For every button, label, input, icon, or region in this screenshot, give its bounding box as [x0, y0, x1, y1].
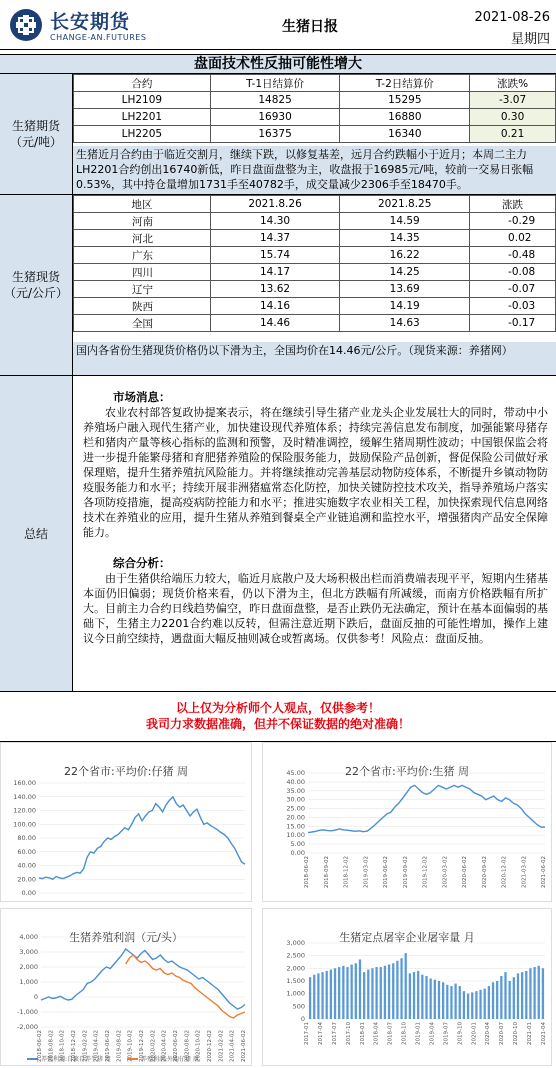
x-tick-label: 2019-02-02	[82, 1030, 89, 1062]
table-cell: 16340	[340, 126, 470, 143]
bar	[413, 972, 415, 1019]
table-cell: -0.48	[470, 247, 556, 264]
bar	[363, 972, 365, 1019]
x-tick-label: 2021-04	[541, 1022, 547, 1045]
chart-svg	[263, 909, 551, 1065]
summary-label: 总结	[0, 376, 73, 692]
chart-svg	[263, 743, 551, 901]
x-tick-label: 2019-06-02	[383, 856, 389, 888]
spot-note: 国内各省份生猪现货价格仍以下滑为主，全国均价在14.46元/公斤。（现货来源：养猪网）	[73, 342, 556, 376]
table-cell: 广东	[74, 247, 211, 264]
futures-label: 生猪期货 （元/吨）	[0, 74, 73, 195]
table-cell: 0.30	[470, 109, 556, 126]
y-tick-label: 80.00	[17, 834, 36, 842]
table-cell: 14.63	[340, 315, 470, 332]
legend-label: 养殖利润:外购仔猪 周	[141, 1056, 199, 1063]
analysis-text: 由于生猪供给端压力较大，临近月底散户及大场积极出栏而消费端表现平平，短期内生猪基本面仍旧偏弱；现货价格来看，仍以下滑为主，但北方跌幅有所减缓，而南方价格跌幅有所扩大。目前主力合约日线趋势偏空，昨日盘面盘整，是否止跌仍无法确定，预计在基本面偏弱的基础下，生猪主力2201合约难以反转，但需注意近期下跌后，盘面反抽的可能性增加，操作上建议今日前空续持，遇盘面大幅反抽则减仓或暂离场。仅供参考！风险点：盘面反抽。	[83, 572, 548, 645]
y-tick-label: 4,000	[19, 933, 38, 941]
table-cell: 14.46	[210, 315, 340, 332]
x-tick-label: 2018-04	[373, 1022, 380, 1045]
report-date: 2021-08-26	[474, 10, 550, 25]
table-header-cell: T-2日结算价	[340, 75, 470, 92]
bar	[355, 963, 357, 1019]
series-line	[126, 955, 245, 1018]
y-tick-label: 20.00	[286, 813, 305, 822]
table-cell: 13.62	[210, 281, 340, 298]
market-news-heading: 市场消息：	[113, 390, 171, 404]
chart-title: 22个省市:平均价:生猪 周	[345, 765, 469, 778]
x-tick-label: 2018-12-02	[343, 856, 350, 888]
y-tick-label: 20.00	[17, 875, 36, 884]
table-cell: 14.17	[210, 264, 340, 281]
bar	[488, 986, 490, 1019]
bar	[521, 972, 523, 1019]
y-tick-label: 3,000	[19, 948, 38, 956]
x-tick-label: 2018-06-02	[304, 856, 310, 888]
x-tick-label: 2020-12-02	[501, 856, 508, 888]
bar	[367, 970, 369, 1019]
y-tick-label: 0	[33, 993, 38, 1001]
futures-table	[73, 74, 556, 143]
y-tick-label: 45.00	[286, 769, 305, 777]
table-header-cell: 涨跌%	[470, 75, 556, 92]
x-tick-label: 2017-04	[317, 1022, 324, 1045]
x-tick-label: 2018-01	[359, 1022, 366, 1045]
bar	[392, 963, 394, 1019]
table-cell: -0.29	[470, 213, 556, 230]
table-cell: 辽宁	[74, 281, 211, 298]
report-header	[0, 0, 556, 50]
y-tick-label: 0.00	[290, 849, 305, 857]
table-cell: 0.21	[470, 126, 556, 143]
table-header-cell: T-1日结算价	[210, 75, 340, 92]
x-tick-label: 2021-04-02	[229, 1030, 236, 1062]
table-cell: 河北	[74, 230, 211, 247]
x-tick-label: 2020-10-02	[195, 1030, 202, 1062]
bar	[533, 967, 535, 1019]
table-row	[74, 315, 556, 332]
x-tick-label: 2020-07	[499, 1022, 506, 1045]
bar	[396, 961, 398, 1019]
x-tick-label: 2019-09-02	[402, 856, 409, 888]
y-tick-label: 1,000	[19, 978, 38, 986]
table-cell: -0.08	[470, 264, 556, 281]
bar	[405, 953, 407, 1019]
table-row	[74, 264, 556, 281]
bar	[538, 966, 540, 1019]
chart-title: 生猪定点屠宰企业屠宰量 月	[339, 931, 475, 944]
y-tick-label: 1,000	[286, 989, 305, 998]
table-cell: 15295	[340, 92, 470, 109]
y-tick-label: 500	[292, 1002, 305, 1011]
analysis-heading: 综合分析：	[113, 556, 171, 570]
y-tick-label: 0.00	[21, 889, 36, 897]
x-tick-label: 2019-01	[415, 1022, 422, 1045]
table-cell: LH2205	[74, 126, 211, 143]
x-tick-label: 2018-12-02	[71, 1030, 77, 1062]
table-cell: 14.59	[340, 213, 470, 230]
table-header-cell: 地区	[74, 196, 211, 213]
x-tick-label: 2020-12-02	[207, 1030, 213, 1062]
bar	[446, 985, 448, 1019]
bar	[313, 975, 315, 1019]
bar	[442, 982, 444, 1019]
table-header-cell: 涨跌	[470, 196, 556, 213]
bar	[529, 968, 531, 1019]
y-tick-label: 100.00	[13, 820, 36, 829]
y-tick-label: 30.00	[286, 795, 305, 804]
bar	[417, 971, 419, 1019]
y-tick-label: 3,000	[286, 939, 305, 947]
x-tick-label: 2021-06-02	[241, 1030, 247, 1062]
bar	[371, 968, 373, 1019]
bar	[463, 991, 465, 1019]
y-tick-label: 1,500	[286, 977, 305, 985]
table-cell: 河南	[74, 213, 211, 230]
spot-label: 生猪现货 （元/公斤）	[0, 195, 73, 376]
x-tick-label: 2018-08-02	[48, 1030, 55, 1062]
bar	[400, 958, 402, 1019]
x-tick-label: 2021-02-02	[218, 1030, 225, 1062]
x-tick-label: 2019-10-02	[127, 1030, 134, 1062]
y-tick-label: 40.00	[17, 861, 36, 870]
table-cell: 13.69	[340, 281, 470, 298]
chart-title: 22个省市:平均价:仔猪 周	[64, 765, 188, 778]
y-tick-label: 25.00	[286, 804, 305, 813]
x-tick-label: 2019-06-02	[105, 1030, 111, 1062]
bar	[513, 977, 515, 1019]
company-name-en: CHANGE-AN.FUTURES	[50, 33, 147, 42]
bar	[321, 972, 323, 1019]
table-cell: 16375	[210, 126, 340, 143]
x-tick-label: 2017-07	[331, 1022, 338, 1045]
bar	[500, 976, 502, 1019]
x-tick-label: 2017-01	[304, 1022, 310, 1045]
y-tick-label: 120.00	[13, 806, 36, 815]
bar	[351, 965, 353, 1019]
x-tick-label: 2021-06-02	[541, 856, 547, 888]
bar	[438, 981, 440, 1019]
table-cell: 14825	[210, 92, 340, 109]
bar	[459, 986, 461, 1019]
y-tick-label: 15.00	[286, 822, 305, 831]
table-cell: -3.07	[470, 92, 556, 109]
bar	[421, 975, 423, 1019]
series-line	[41, 949, 245, 1009]
y-tick-label: 60.00	[17, 847, 36, 856]
y-tick-label: 160.00	[13, 779, 36, 787]
table-cell: 四川	[74, 264, 211, 281]
bar	[388, 965, 390, 1019]
bar	[380, 967, 382, 1019]
table-cell: 15.74	[210, 247, 340, 264]
bar	[326, 971, 328, 1019]
x-tick-label: 2017-10	[345, 1022, 352, 1045]
y-tick-label: 140.00	[13, 792, 36, 801]
market-news-text: 农业农村部答复政协提案表示，将在继续引导生猪产业龙头企业发展壮大的同时，带动中小养殖场户融入现代生猪产业，加快建设现代养殖体系；持续完善信息发布制度，加强能繁母猪存栏和猪肉产量等核心指标的监测和预警，及时精准调控，缓解生猪周期性波动；中国银保监会将进一步提升能繁母猪和育肥猪养殖险的保险服务能力，鼓励保险产品创新，督促保险公司做好承保理赔，提升生猪养殖抗风险能力。并将继续推动完善基层动物防疫体系，不断提升乡镇动物防疫服务能力和水平；持续开展非洲猪瘟常态化防控，加快关键防控技术攻关，指导养殖场户落实各项防疫措施，提高疫病防控能力和水平；推进实施数字农业相关工程，加快探索现代信息网络技术在养殖业的应用，提升生猪从养殖到餐桌全产业链追溯和监控水平，增强猪肉产品安全保障能力。	[83, 406, 548, 539]
table-cell: 14.35	[340, 230, 470, 247]
y-tick-label: 5.00	[290, 840, 305, 849]
table-cell: -0.17	[470, 315, 556, 332]
table-cell: 14.37	[210, 230, 340, 247]
slaughter-volume-chart	[262, 908, 552, 1066]
summary-body	[73, 376, 556, 692]
bar	[479, 990, 481, 1019]
table-cell: 14.16	[210, 298, 340, 315]
bar	[309, 977, 311, 1019]
bar	[525, 971, 527, 1019]
x-tick-label: 2018-10	[401, 1022, 408, 1045]
x-tick-label: 2020-09-02	[481, 856, 488, 888]
spot-table	[73, 195, 556, 332]
x-tick-label: 2020-04	[485, 1022, 492, 1045]
bar	[542, 968, 544, 1019]
chart-svg	[1, 909, 251, 1065]
table-cell: 16.22	[340, 247, 470, 264]
hog-price-chart	[262, 742, 552, 902]
table-row	[74, 126, 556, 143]
chart-title: 生猪养殖利润（元/头）	[69, 931, 183, 944]
x-tick-label: 2019-04	[429, 1022, 436, 1045]
bar	[338, 967, 340, 1019]
x-tick-label: 2018-06-02	[37, 1030, 43, 1062]
y-tick-label: 2,000	[286, 964, 305, 973]
legend-label: 养殖利润:自繁自养生猪 周	[41, 1056, 111, 1063]
table-row	[74, 281, 556, 298]
x-tick-label: 2019-03-02	[363, 856, 370, 888]
disclaimer	[0, 692, 556, 742]
x-tick-label: 2018-10-02	[59, 1030, 66, 1062]
table-header-cell: 2021.8.25	[340, 196, 470, 213]
bar	[330, 970, 332, 1019]
bar	[317, 973, 319, 1019]
table-cell: LH2201	[74, 109, 211, 126]
bar	[471, 992, 473, 1019]
table-row	[74, 92, 556, 109]
x-tick-label: 2020-01	[471, 1022, 478, 1045]
bar	[384, 966, 386, 1019]
x-tick-label: 2020-02-02	[150, 1030, 157, 1062]
y-tick-label: -1,000	[17, 1008, 38, 1016]
bar	[434, 980, 436, 1019]
table-row	[74, 298, 556, 315]
y-tick-label: 35.00	[286, 786, 305, 795]
bar	[342, 966, 344, 1019]
bar	[454, 984, 456, 1019]
table-header-cell: 合约	[74, 75, 211, 92]
bar	[475, 991, 477, 1019]
bar	[496, 981, 498, 1019]
y-tick-label: 2,500	[286, 951, 305, 960]
piglet-price-chart	[0, 742, 252, 902]
table-cell: 16880	[340, 109, 470, 126]
y-tick-label: 2,000	[19, 963, 38, 971]
x-tick-label: 2019-08-02	[116, 1030, 123, 1062]
bar	[504, 972, 506, 1019]
table-row	[74, 247, 556, 264]
table-row	[74, 230, 556, 247]
bar	[346, 967, 348, 1019]
table-header-cell: 2021.8.26	[210, 196, 340, 213]
x-tick-label: 2020-03-02	[442, 856, 449, 888]
table-cell: 14.25	[340, 264, 470, 281]
y-tick-label: 40.00	[286, 777, 305, 786]
section-title: 盘面技术性反抽可能性增大	[0, 54, 556, 74]
table-cell: 16930	[210, 109, 340, 126]
table-cell: LH2109	[74, 92, 211, 109]
table-cell: 陕西	[74, 298, 211, 315]
x-tick-label: 2018-09-02	[323, 856, 330, 888]
bar	[375, 967, 377, 1019]
series-line	[308, 785, 545, 832]
bar	[409, 973, 411, 1019]
y-tick-label: 0	[300, 1015, 305, 1023]
table-cell: 全国	[74, 315, 211, 332]
table-cell: -0.07	[470, 281, 556, 298]
bar	[467, 994, 469, 1019]
y-tick-label: -2,000	[17, 1023, 38, 1031]
x-tick-label: 2021-01	[527, 1022, 534, 1045]
x-tick-label: 2020-04-02	[161, 1030, 168, 1062]
x-tick-label: 2020-06-02	[462, 856, 468, 888]
table-row	[74, 109, 556, 126]
x-tick-label: 2019-07	[443, 1022, 450, 1045]
bar	[450, 986, 452, 1019]
futures-note: 生猪近月合约由于临近交割月，继续下跌，以修复基差，远月合约跌幅小于近月；本周二主力LH2201合约创出16740新低，昨日盘面盘整为主，收盘报于16985元/吨，较前一交易日张幅0.53%，其中持仓量增加1731手至40782手，成交量减少2306手至18470手。	[73, 146, 556, 195]
table-cell: 14.19	[340, 298, 470, 315]
table-cell: 0.02	[470, 230, 556, 247]
y-tick-label: 10.00	[286, 831, 305, 840]
bar	[484, 989, 486, 1019]
x-tick-label: 2019-10	[457, 1022, 464, 1045]
x-tick-label: 2020-08-02	[184, 1030, 191, 1062]
breeding-profit-chart	[0, 908, 252, 1066]
bar	[425, 976, 427, 1019]
report-title: 生猪日报	[282, 19, 338, 35]
table-cell: -0.03	[470, 298, 556, 315]
x-tick-label: 2019-12-02	[139, 1030, 145, 1062]
bar	[492, 982, 494, 1019]
disclaimer-line-1: 以上仅为分析师个人观点，仅供参考！	[175, 701, 380, 715]
chart-svg	[1, 743, 251, 901]
bar	[517, 973, 519, 1019]
x-tick-label: 2021-03-02	[521, 856, 528, 888]
table-cell: 14.30	[210, 213, 340, 230]
disclaimer-line-2: 我司力求数据准确，但并不保证数据的绝对准确！	[145, 717, 410, 731]
x-tick-label: 2018-07	[387, 1022, 394, 1045]
company-logo	[10, 9, 42, 41]
bar	[430, 978, 432, 1019]
bar	[359, 959, 361, 1019]
x-tick-label: 2019-04-02	[93, 1030, 100, 1062]
report-weekday: 星期四	[510, 32, 550, 47]
table-row	[74, 213, 556, 230]
x-tick-label: 2020-10	[513, 1022, 520, 1045]
x-tick-label: 2019-12-02	[422, 856, 429, 888]
company-name-cn: 长安期货	[50, 11, 131, 33]
x-tick-label: 2020-06-02	[173, 1030, 179, 1062]
bar	[334, 968, 336, 1019]
bar	[509, 981, 511, 1019]
